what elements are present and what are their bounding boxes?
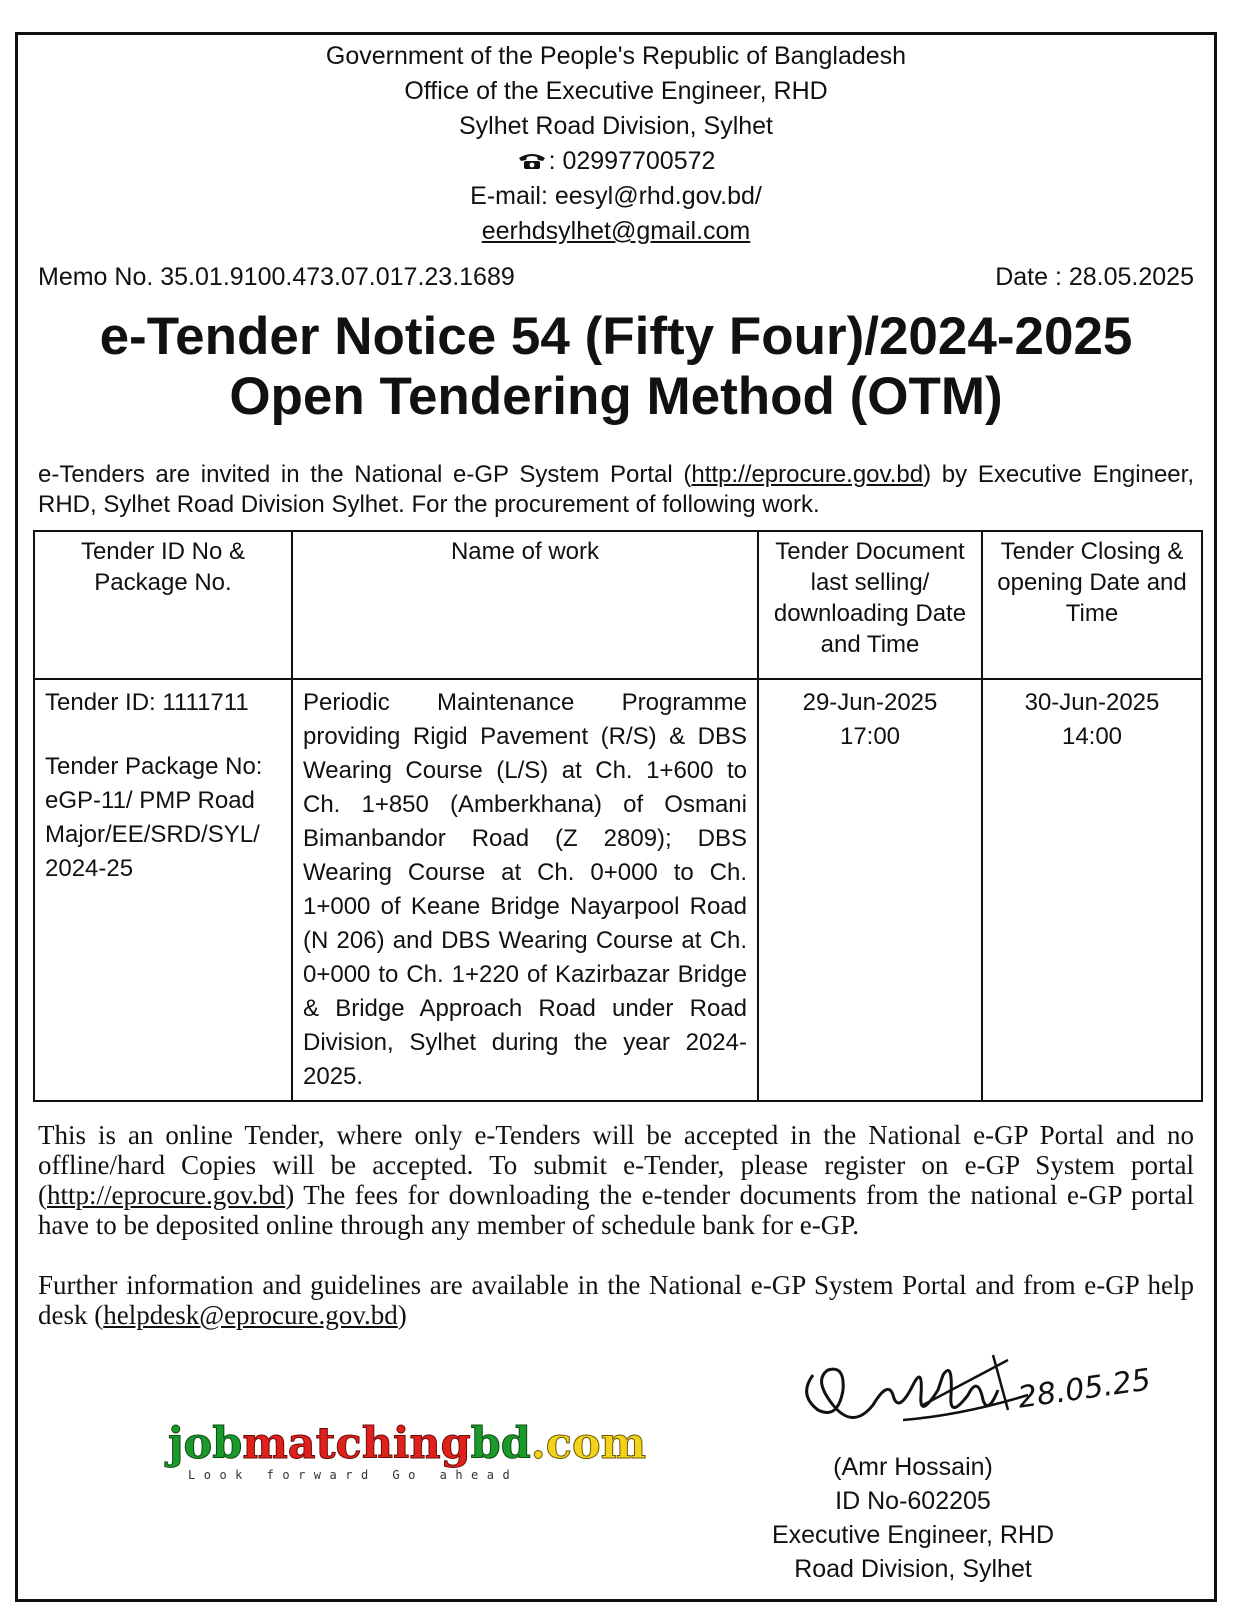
intro-text-1: e-Tenders are invited in the National e-GP System Portal ( [38,461,692,488]
closing-date-cell [982,679,1202,1101]
helpdesk-link[interactable]: helpdesk@eprocure.gov.bd [103,1300,398,1330]
note2-text-2: ) [397,1300,407,1330]
col-header-selling: Tender Document last selling/ downloading Date and Time [758,531,982,679]
note1-text-2: ) The fees for downloading the e-tender documents from the national e-GP portal have to be deposited online through any member of schedule bank for e-GP. [38,1180,1194,1240]
intro-paragraph [38,460,1194,520]
watermark-brand [168,1420,648,1468]
notice-frame [15,32,1217,1602]
col-header-work: Name of work [292,531,758,679]
table-row [34,679,1202,1101]
notice-title: e-Tender Notice 54 (Fifty Four)/2024-2025 [99,307,1133,366]
wm-part2: matching [242,1419,471,1469]
signature-image [793,1335,1153,1455]
note-eprocure-link[interactable]: http://eprocure.gov.bd [47,1180,286,1210]
intro-text-2: ) by Executive Engineer, RHD, Sylhet Road Division Sylhet. For the procurement of following work. [38,461,1194,518]
wm-part1: job [168,1419,243,1469]
further-info-note [38,1270,1194,1330]
watermark-logo [168,1420,648,1482]
selling-date-cell [758,679,982,1101]
telephone-icon [517,152,547,170]
online-tender-note [38,1120,1194,1240]
signature-block [753,1450,1073,1586]
memo-date: Date : 28.05.2025 [995,263,1194,291]
selling-date: 29-Jun-2025 [802,689,938,716]
work-description: Periodic Maintenance Programme providing Rigid Pavement (R/S) & DBS Wearing Course (L/S) at Ch. 1+600 to Ch. 1+850 (Amberkhana) of Osmani Bimanbandor Road (Z 2809); DBS Wearing Course at Ch. 0+000 to Ch. 1+000 of Keane Bridge Nayarpool Road (N 206) and DBS Wearing Course at Ch. 0+000 to Ch. 1+220 of Kazirbazar Bridge & Bridge Approach Road under Road Division, Sylhet during the year 2024-2025. [292,679,758,1101]
email2-line [18,214,1214,249]
officer-id: ID No-602205 [835,1487,991,1515]
note2-text-1: Further information and guidelines are available in the National e-GP System Portal and from e-GP help desk ( [38,1270,1194,1330]
col-header-closing: Tender Closing & opening Date and Time [982,531,1202,679]
tender-package: Tender Package No: eGP-11/ PMP Road Major/EE/SRD/SYL/ 2024-25 [45,753,263,882]
tender-table [33,530,1203,1102]
phone-number: : 02997700572 [548,147,716,175]
tender-id: Tender ID: 1111711 [45,689,249,716]
govt-name: Government of the People's Republic of Bangladesh [325,42,907,70]
table-header-row [34,531,1202,679]
officer-office: Road Division, Sylhet [794,1555,1032,1583]
memo-row [38,263,1194,292]
division-name: Sylhet Road Division, Sylhet [458,112,774,140]
eprocure-link[interactable]: http://eprocure.gov.bd [691,461,924,488]
tender-id-cell [34,679,292,1101]
watermark-tagline: Look forward Go ahead [188,1468,519,1482]
officer-designation: Executive Engineer, RHD [771,1521,1055,1549]
phone-line [18,144,1214,179]
wm-part4: .com [530,1419,647,1469]
signature-date: 28.05.25 [1015,1362,1153,1416]
memo-number: Memo No. 35.01.9100.473.07.017.23.1689 [38,263,515,291]
note1-text-1: This is an online Tender, where only e-Tenders will be accepted in the National e-GP Portal and no offline/hard Copies will be accepted. To submit e-Tender, please register on e-GP System portal ( [38,1120,1194,1210]
officer-name: (Amr Hossain) [833,1453,993,1481]
office-name: Office of the Executive Engineer, RHD [404,77,828,105]
closing-time: 14:00 [1061,723,1123,750]
email-line: E-mail: eesyl@rhd.gov.bd/ [470,182,762,210]
selling-time: 17:00 [839,723,901,750]
method-title: Open Tendering Method (OTM) [229,367,1003,426]
wm-part3: bd [470,1419,531,1469]
email2-link[interactable]: eerhdsylhet@gmail.com [481,217,751,245]
closing-date: 30-Jun-2025 [1024,689,1160,716]
col-header-id: Tender ID No & Package No. [34,531,292,679]
letterhead [18,39,1214,249]
